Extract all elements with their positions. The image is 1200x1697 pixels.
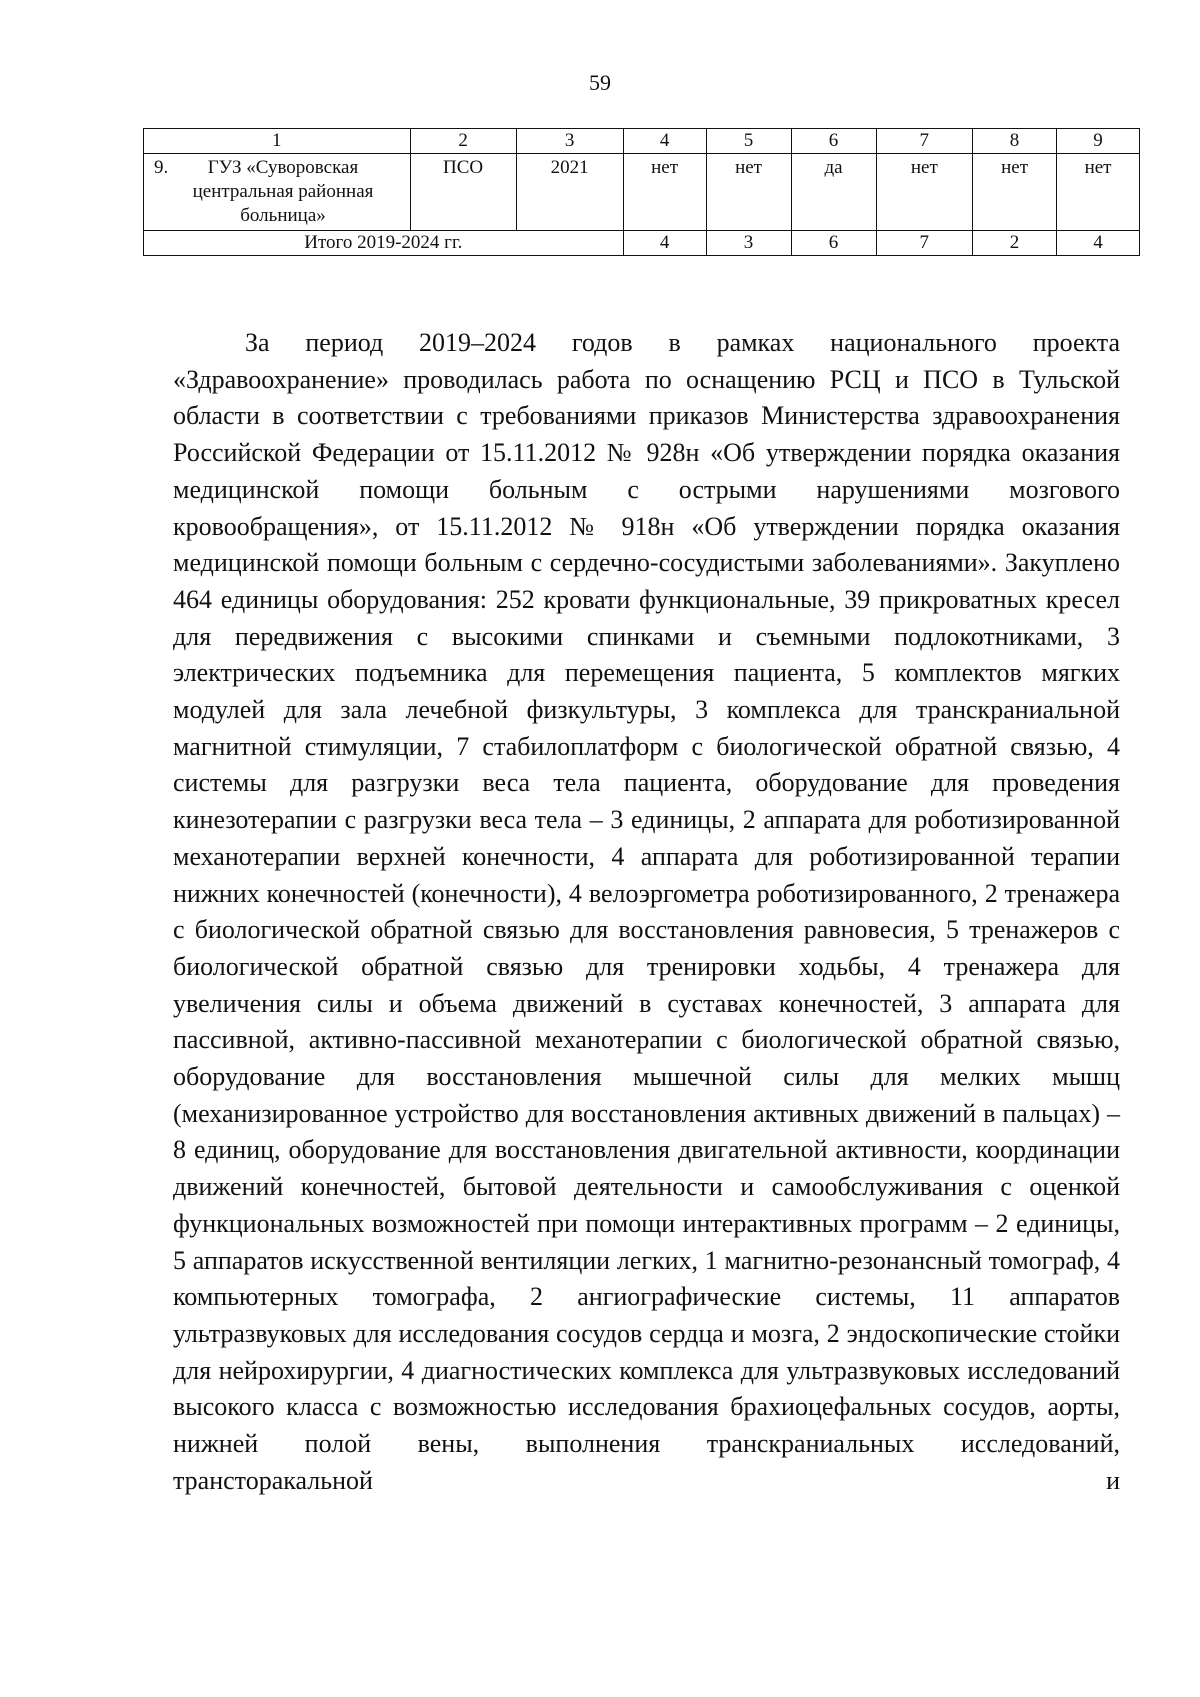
total-cell: 4 bbox=[1057, 231, 1140, 256]
header-cell: 3 bbox=[516, 129, 623, 154]
header-cell: 5 bbox=[706, 129, 791, 154]
paragraph-text: За период 2019–2024 годов в рамках национального проекта «Здравоохранение» проводилась работа по оснащению РСЦ и ПСО в Тульской области в соответствии с требованиями приказов Министерства здравоохранения Российской Федерации от 15.11.2012 № 928н «Об утверждении порядка оказания медицинской помощи больным с острыми нарушениями мозгового кровообращения», от 15.11.2012 № 918н «Об утверждении порядка оказания медицинской помощи больным с сердечно-сосудистыми заболеваниями». Закуплено 464 единицы оборудования: 252 кровати функциональные, 39 прикроватных кресел для передвижения с высокими спинками и съемными подлокотниками, 3 электрических подъемника для перемещения пациента, 5 комплектов мягких модулей для зала лечебной физкультуры, 3 комплекса для транскраниальной магнитной стимуляции, 7 стабилоплатформ с биологической обратной связью, 4 системы для разгрузки веса тела пациента, оборудование для проведения кинезотерапии с разгрузки веса тела – 3 единицы, 2 аппарата для роботизированной механотерапии верхней конечности, 4 аппарата для роботизированной терапии нижних конечностей (конечности), 4 велоэргометра роботизированного, 2 тренажера с биологической обратной связью для восстановления равновесия, 5 тренажеров с биологической обратной связью для тренировки ходьбы, 4 тренажера для увеличения силы и объема движений в суставах конечностей, 3 аппарата для пассивной, активно-пассивной механотерапии с биологической обратной связью, оборудование для восстановления мышечной силы для мелких мышц (механизированное устройство для восстановления активных движений в пальцах) – 8 единиц, оборудование для восстановления двигательной активности, координации движений конечностей, бытовой деятельности и самообслуживания с оценкой функциональных возможностей при помощи интерактивных программ – 2 единицы, 5 аппаратов искусственной вентиляции легких, 1 магнитно-резонансный томограф, 4 компьютерных томографа, 2 ангиографические системы, 11 аппаратов ультразвуковых для исследования сосудов сердца и мозга, 2 эндоскопические стойки для нейрохирургии, 4 диагностических комплекса для ультразвуковых исследований высокого класса с возможностью исследования брахиоцефальных сосудов, аорты, нижней полой вены, выполнения транскраниальных исследований, трансторакальной и bbox=[173, 328, 1120, 1495]
total-cell: 7 bbox=[876, 231, 973, 256]
value-cell: нет bbox=[623, 154, 706, 231]
value-cell: нет bbox=[876, 154, 973, 231]
table-row bbox=[144, 154, 1140, 231]
total-cell: 4 bbox=[623, 231, 706, 256]
total-cell: 2 bbox=[973, 231, 1057, 256]
equipment-table bbox=[143, 128, 1140, 256]
header-cell: 6 bbox=[791, 129, 876, 154]
value-cell: да bbox=[791, 154, 876, 231]
value-cell: нет bbox=[706, 154, 791, 231]
total-label: Итого 2019-2024 гг. bbox=[144, 231, 624, 256]
value-cell: нет bbox=[973, 154, 1057, 231]
table-header-row bbox=[144, 129, 1140, 154]
header-cell: 9 bbox=[1057, 129, 1140, 154]
org-name: ГУЗ «Суворовская центральная районная больница» bbox=[192, 157, 374, 226]
value-cell: нет bbox=[1057, 154, 1140, 231]
year-cell: 2021 bbox=[516, 154, 623, 231]
body-paragraph bbox=[173, 325, 1120, 1500]
org-type: ПСО bbox=[410, 154, 516, 231]
header-cell: 7 bbox=[876, 129, 973, 154]
header-cell: 4 bbox=[623, 129, 706, 154]
header-cell: 8 bbox=[973, 129, 1057, 154]
page-number: 59 bbox=[589, 70, 611, 95]
org-cell bbox=[144, 154, 411, 231]
total-cell: 3 bbox=[706, 231, 791, 256]
row-number: 9. bbox=[154, 157, 169, 178]
total-cell: 6 bbox=[791, 231, 876, 256]
header-cell: 2 bbox=[410, 129, 516, 154]
table-total-row bbox=[144, 231, 1140, 256]
header-cell: 1 bbox=[144, 129, 411, 154]
